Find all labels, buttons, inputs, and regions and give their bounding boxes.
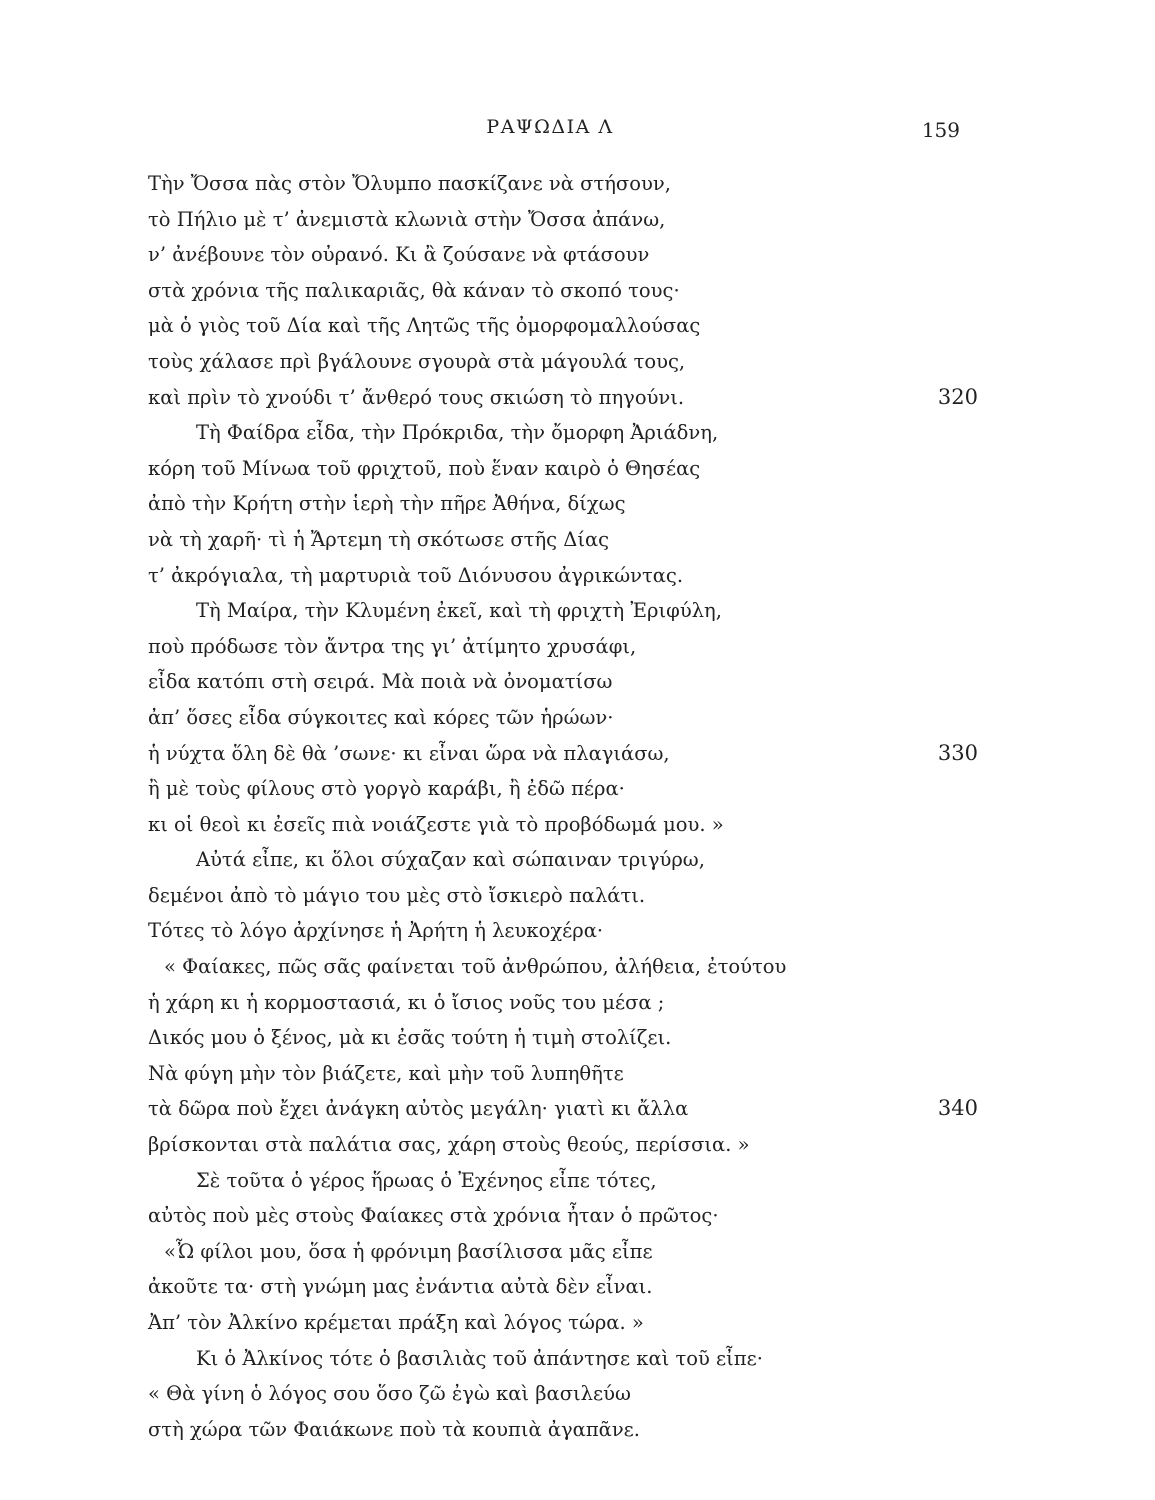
line-number: 320 [937, 384, 978, 409]
verse-line-text: νὰ τὴ χαρῆ· τὶ ἡ Ἄρτεμη τὴ σκότωσε στῆς Δίας [148, 527, 610, 551]
verse-line [148, 1412, 978, 1448]
verse-line [148, 736, 978, 772]
verse-line [148, 878, 978, 914]
verse-line [148, 273, 978, 309]
verse-line [148, 1163, 978, 1199]
verse-line-text: καὶ πρὶν τὸ χνούδι τ’ ἄνθερό τους σκιώση τὸ πηγούνι. [148, 385, 685, 409]
verse-line [148, 949, 978, 985]
verse-line [148, 913, 978, 949]
verse-line [148, 237, 978, 273]
verse-line [148, 308, 978, 344]
chapter-title: ΡΑΨΩΔΙΑ Λ [486, 116, 614, 138]
line-number: 340 [937, 1096, 978, 1121]
verse-line [148, 522, 978, 558]
verse-line [148, 1091, 978, 1127]
verse-line-text: ν’ ἀνέβουνε τὸν οὐρανό. Κι ἂ ζούσανε νὰ φτάσουν [148, 243, 650, 267]
verse-line-text: εἶδα κατόπι στὴ σειρά. Μὰ ποιὰ νὰ ὀνοματίσω [148, 670, 613, 694]
verse-line-text: Κι ὁ Ἀλκίνος τότε ὁ βασιλιὰς τοῦ ἀπάντησε καὶ τοῦ εἶπε· [196, 1346, 763, 1370]
verse-line-text: δεμένοι ἀπὸ τὸ μάγιο του μὲς στὸ ἴσκιερὸ παλάτι. [148, 883, 646, 907]
verse-line [148, 842, 978, 878]
verse-line [148, 1056, 978, 1092]
verse-line [148, 558, 978, 594]
running-header [0, 116, 1155, 146]
verse-line [148, 415, 978, 451]
verse-line-text: αὐτὸς ποὺ μὲς στοὺς Φαίακες στὰ χρόνια ἦταν ὁ πρῶτος· [148, 1204, 719, 1228]
verse-line [148, 166, 978, 202]
verse-line [148, 1305, 978, 1341]
verse-line-text: Τὴν Ὄσσα πὰς στὸν Ὄλυμπο πασκίζανε νὰ στήσουν, [148, 172, 671, 195]
verse-line [148, 1020, 978, 1056]
verse-line [148, 771, 978, 807]
verse-line-text: βρίσκονται στὰ παλάτια σας, χάρη στοὺς θεούς, περίσσια. » [148, 1133, 750, 1157]
verse-line [148, 1127, 978, 1163]
verse-line-text: τὸ Πήλιο μὲ τ’ ἀνεμιστὰ κλωνιὰ στὴν Ὄσσα ἀπάνω, [148, 207, 666, 231]
verse-line-text: ἢ μὲ τοὺς φίλους στὸ γοργὸ καράβι, ἢ ἐδῶ πέρα· [148, 777, 625, 801]
verse-line-text: Ἀπ’ τὸν Ἀλκίνο κρέμεται πράξη καὶ λόγος τώρα. » [148, 1311, 644, 1334]
verse-line [148, 1269, 978, 1305]
verse-line-text: Τὴ Φαίδρα εἶδα, τὴν Πρόκριδα, τὴν ὄμορφη Ἀριάδνη, [196, 421, 719, 445]
verse-line-text: Δικός μου ὁ ξένος, μὰ κι ἐσᾶς τούτη ἡ τιμὴ στολίζει. [148, 1026, 672, 1050]
verse-line-text: ἀπὸ τὴν Κρήτη στὴν ἱερὴ τὴν πῆρε Ἀθήνα, δίχως [148, 492, 626, 516]
verse-line-text: κόρη τοῦ Μίνωα τοῦ φριχτοῦ, ποὺ ἕναν καιρὸ ὁ Θησέας [148, 456, 701, 480]
line-number: 330 [937, 740, 978, 765]
verse-line [148, 664, 978, 700]
verse-line-text: « Φαίακες, πῶς σᾶς φαίνεται τοῦ ἀνθρώπου, ἀλήθεια, ἐτούτου [164, 955, 787, 979]
verse-line [148, 344, 978, 380]
verse-line [148, 1376, 978, 1412]
verse-line-text: κι οἱ θεοὶ κι ἐσεῖς πιὰ νοιάζεστε γιὰ τὸ προβόδωμά μου. » [148, 812, 724, 836]
verse-line [148, 700, 978, 736]
verse-line-text: Τὴ Μαίρα, τὴν Κλυμένη ἐκεῖ, καὶ τὴ φριχτὴ Ἐριφύλη, [196, 599, 722, 623]
verse-line-text: Σὲ τοῦτα ὁ γέρος ἥρωας ὁ Ἐχένηος εἶπε τότες, [196, 1168, 657, 1192]
verse-line [148, 1341, 978, 1377]
verse-line-text: Αὐτά εἶπε, κι ὅλοι σύχαζαν καὶ σώπαιναν τριγύρω, [196, 848, 705, 872]
verse-block [148, 166, 978, 1447]
verse-line [148, 380, 978, 416]
verse-line [148, 629, 978, 665]
verse-line-text: «Ὦ φίλοι μου, ὅσα ἡ φρόνιμη βασίλισσα μᾶς εἶπε [164, 1239, 653, 1263]
page-number: 159 [921, 118, 960, 142]
verse-line [148, 486, 978, 522]
verse-line [148, 1198, 978, 1234]
verse-line-text: ποὺ πρόδωσε τὸν ἄντρα της γι’ ἀτίμητο χρυσάφι, [148, 634, 637, 658]
verse-line [148, 202, 978, 238]
verse-line-text: μὰ ὁ γιὸς τοῦ Δία καὶ τῆς Λητῶς τῆς ὀμορφομαλλούσας [148, 314, 701, 338]
verse-line [148, 593, 978, 629]
verse-line-text: ἀπ’ ὅσες εἶδα σύγκοιτες καὶ κόρες τῶν ἡρώων· [148, 705, 614, 729]
verse-line-text: ἀκοῦτε τα· στὴ γνώμη μας ἐνάντια αὐτὰ δὲν εἶναι. [148, 1275, 653, 1299]
verse-line [148, 807, 978, 843]
verse-line-text: ἡ χάρη κι ἡ κορμοστασιά, κι ὁ ἴσιος νοῦς του μέσα ; [148, 990, 665, 1014]
verse-line-text: Νὰ φύγη μὴν τὸν βιάζετε, καὶ μὴν τοῦ λυπηθῆτε [148, 1061, 624, 1085]
verse-line-text: στὰ χρόνια τῆς παλικαριᾶς, θὰ κάναν τὸ σκοπό τους· [148, 278, 680, 302]
verse-line [148, 451, 978, 487]
verse-line-text: τ’ ἀκρόγιαλα, τὴ μαρτυριὰ τοῦ Διόνυσου ἀγρικώντας. [148, 563, 684, 587]
verse-line-text: τὰ δῶρα ποὺ ἔχει ἀνάγκη αὐτὸς μεγάλη· γιατὶ κι ἄλλα [148, 1097, 689, 1121]
verse-line-text: Τότες τὸ λόγο ἀρχίνησε ἡ Ἀρήτη ἡ λευκοχέρα· [148, 919, 604, 943]
verse-line-text: τοὺς χάλασε πρὶ βγάλουνε σγουρὰ στὰ μάγουλά τους, [148, 349, 686, 373]
verse-line-text: ἡ νύχτα ὅλη δὲ θὰ ’σωνε· κι εἶναι ὥρα νὰ πλαγιάσω, [148, 741, 670, 765]
verse-line-text: « Θὰ γίνη ὁ λόγος σου ὅσο ζῶ ἐγὼ καὶ βασιλεύω [148, 1382, 631, 1406]
verse-line [148, 985, 978, 1021]
verse-line [148, 1234, 978, 1270]
verse-line-text: στὴ χώρα τῶν Φαιάκωνε ποὺ τὰ κουπιὰ ἀγαπᾶνε. [148, 1417, 640, 1441]
